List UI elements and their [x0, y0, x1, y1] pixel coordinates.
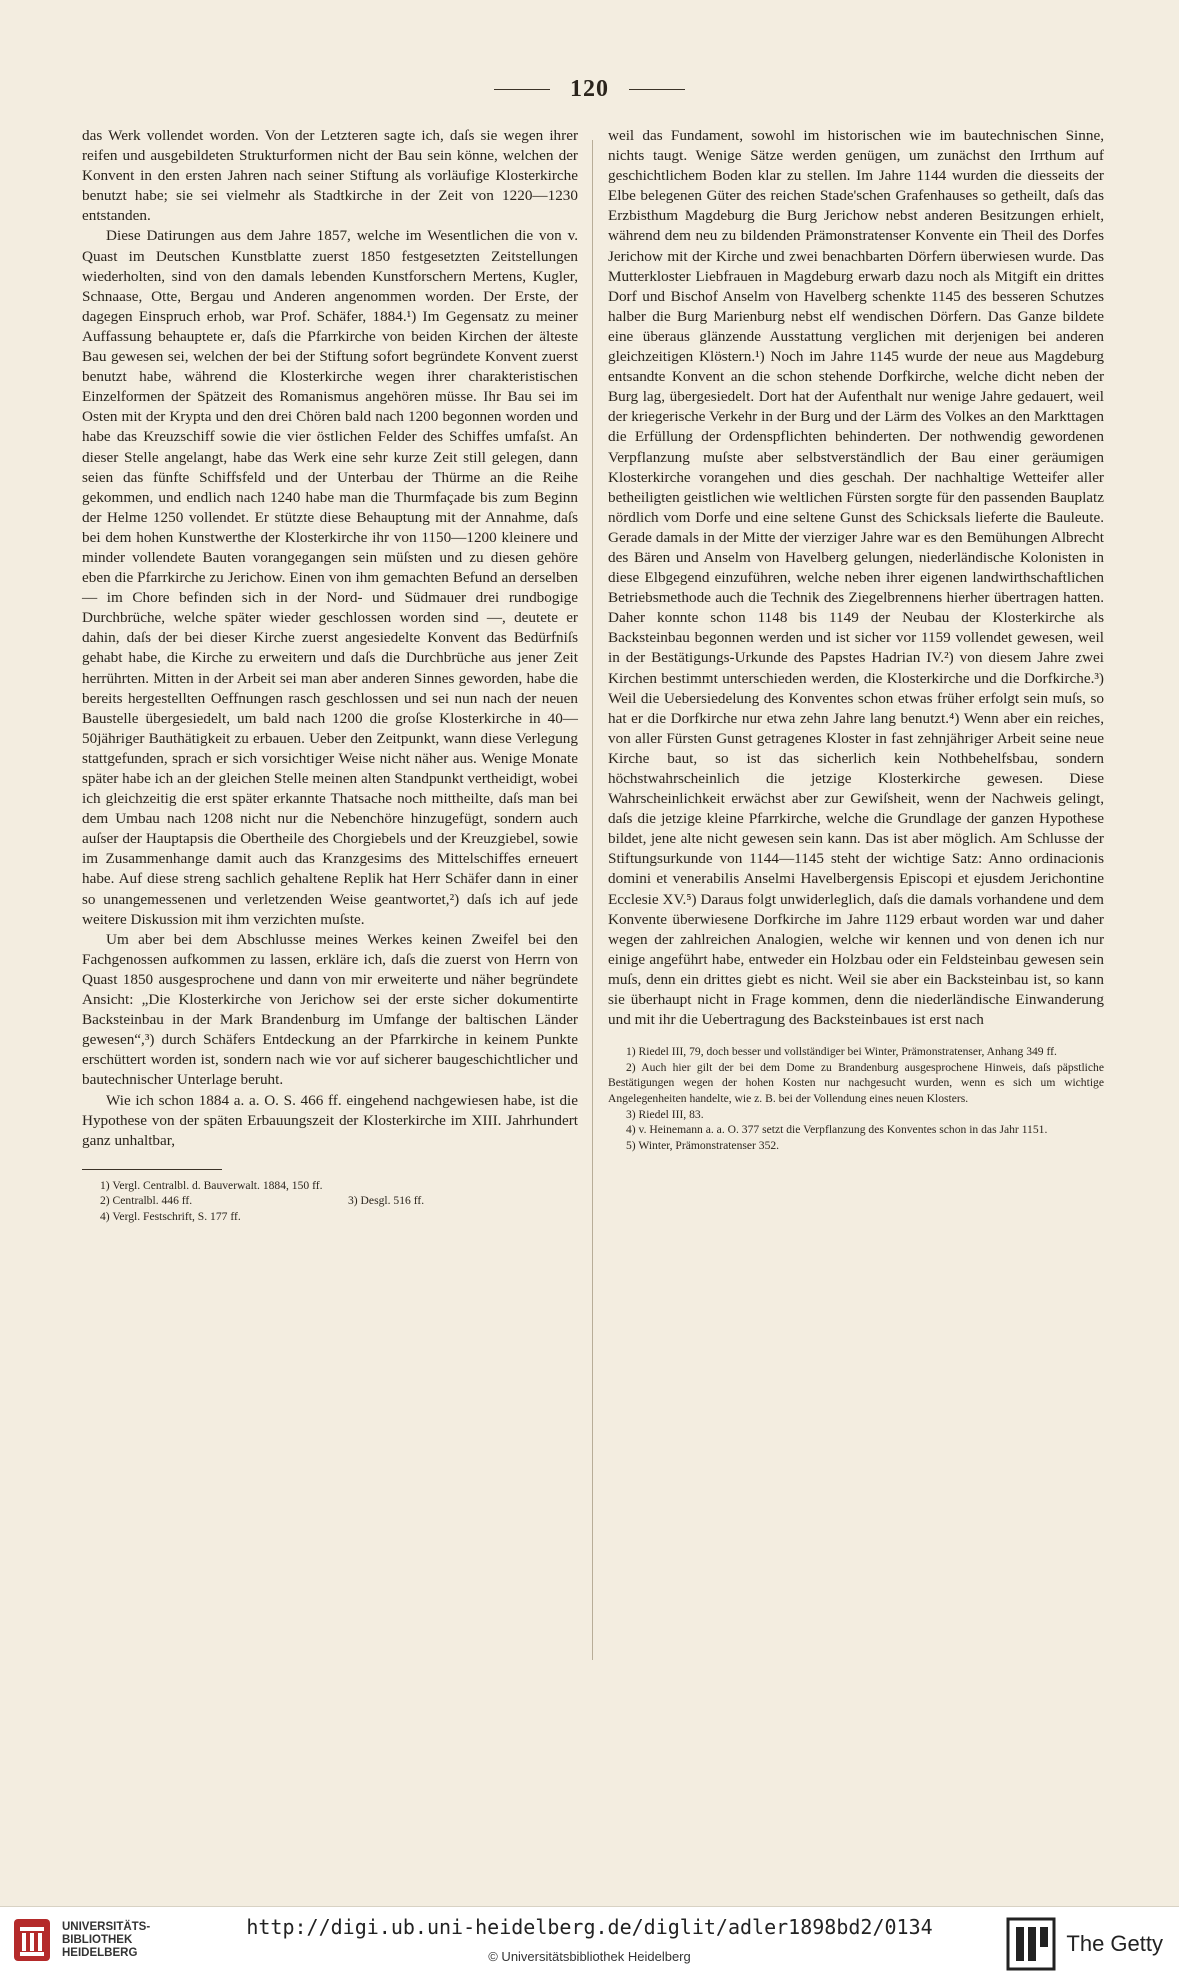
page-number: 120 [570, 75, 609, 102]
getty-logo[interactable] [1006, 1917, 1163, 1971]
right-column [608, 126, 1104, 1153]
right-footnote-1: 1) Riedel III, 79, doch besser und vollständiger bei Winter, Prämonstratenser, Anhang 349 ff. [626, 1045, 1057, 1059]
page-header [0, 74, 1179, 104]
left-footnote-3: 3) Desgl. 516 ff. [348, 1194, 425, 1208]
left-paragraph-1: das Werk vollendet worden. Von der Letzteren sagte ich, daſs sie wegen ihrer reifen und ausgebildeten Strukturformen nicht der Bau sein könne, welchen der Konvent in den ersten Jahren nach seiner Stiftung als vorläufige Klosterkirche benutzt habe; sie sei vielmehr als Stadtkirche in der Zeit von 1220—1230 entstanden. [82, 127, 578, 225]
header-dash-left [494, 89, 550, 90]
footer-bar [0, 1906, 1179, 1981]
library-name-line-2: BIBLIOTHEK [62, 1933, 133, 1946]
left-footnote-1: 1) Vergl. Centralbl. d. Bauverwalt. 1884, 150 ff. [100, 1178, 323, 1192]
right-footnote-3: 3) Riedel III, 83. [626, 1107, 704, 1121]
library-name-line-3: HEIDELBERG [62, 1946, 138, 1959]
header-dash-right [629, 89, 685, 90]
left-footnote-rule [82, 1169, 222, 1170]
getty-mark-icon [1006, 1917, 1056, 1971]
getty-name: The Getty [1066, 1931, 1163, 1956]
column-divider [592, 140, 593, 1660]
left-footnote-4: 4) Vergl. Festschrift, S. 177 ff. [100, 1209, 241, 1223]
right-paragraph-2-text: Anno ordinacionis domini et venerabilis Anselmi Havelbergensis Episcopi et ejusdem Jerichontine Ecclesie XV.⁵) Daraus folgt unwiderleglich, daſs die damals vorhandene und dem Konvente überwiesene Dorfkirche im Jahre 1129 erbaut worden war und daher wegen der zahlreichen Analogien, welche wir kennen und von denen ich nur einige angeführt habe, entweder ein Holzbau oder ein Feldsteinbau gewesen sein muſs, denn ein drittes giebt es nicht. Weil sie aber ein Backsteinbau ist, so kann sie überhaupt nicht in Frage kommen, denn die niederländische Einwanderung und mit ihr die Uebertragung des Backsteinbaues ist erst nach [608, 850, 1105, 1029]
left-paragraph-3: Um aber bei dem Abschlusse meines Werkes keinen Zweifel bei den Fachgenossen aufkommen zu lassen, erkläre ich, daſs die zuerst von Herrn von Quast 1850 ausgesprochene und dann von mir erweiterte und näher begründete Ansicht: „Die Klosterkirche von Jerichow sei der erste sicher dokumentirte Backsteinbau in der Mark Brandenburg im Umfange der baltischen Länder gewesen“,³) durch Schäfers Entdeckung an der Pfarrkirche in keinem Punkte erschüttert worden ist, sondern nach wie vor auf sicherer baugeschichtlicher und bautechnischer Unterlage beruht. [82, 930, 578, 1089]
right-footnote-4: 4) v. Heinemann a. a. O. 377 setzt die Verpflanzung des Konventes schon in das Jahr 1151. [626, 1123, 1048, 1137]
copyright-notice: © Universitätsbibliothek Heidelberg [488, 1949, 691, 1964]
right-footnotes [608, 1044, 1104, 1153]
permalink-url[interactable]: http://digi.ub.uni-heidelberg.de/diglit/adler1898bd2/0134 [246, 1915, 933, 1939]
right-footnote-5: 5) Winter, Prämonstratenser 352. [626, 1138, 780, 1152]
left-footnote-2: 2) Centralbl. 446 ff. [100, 1194, 193, 1208]
left-paragraph-4: Wie ich schon 1884 a. a. O. S. 466 ff. eingehend nachgewiesen habe, ist die Hypothese von der späten Erbauungszeit der Klosterkirche im XIII. Jahrhundert ganz unhaltbar, [82, 1091, 578, 1149]
library-name-line-1: UNIVERSITÄTS- [62, 1920, 151, 1933]
right-paragraph-1-text: weil das Fundament, sowohl im historischen wie im bautechnischen Sinne, nichts taugt. Wenige Sätze werden genügen, um zunächst den Irrthum auf geschichtlichem Boden klar zu stellen. Im Jahre 1144 wurden die diesseits der Elbe belegenen Güter des reichen Stade'schen Grafenhauses so getheilt, daſs das Erzbisthum Magdeburg die Burg Jerichow nebst anderen Besitzungen erhielt, während dem neu zu bildenden Prämonstratenser Konvente ein Theil des Dorfes Jerichow mit der Kirche und zwei benachbarten Dörfern überwiesen wurde. Das Mutterkloster Liebfrauen in Magdeburg erwarb dazu noch als Mitgift ein drittes Dorf und Bischof Anselm von Havelberg schenkte 1145 des besseren Schutzes halber die Burg Marienburg nebst elf wendischen Dörfern. Das Ganze bildete eine überaus glänzende Ausstattung verglichen mit derjenigen bei anderen gleichzeitigen Klöstern.¹) Noch im Jahre 1145 wurde der neue aus Magdeburg entsandte Konvent an die schon stehende Dorfkirche, welche dicht neben der Burg lag, übergesiedelt. Dort hat der Aufenthalt nur wenige Jahre gedauert, weil der kriegerische Verkehr in der Burg und der Lärm des Volkes an den Markttagen die Erfüllung der Ordenspflichten behinderten. Der nothwendig gewordenen Verpflanzung muſste aber selbstverständlich der Bau einer geräumigen Klosterkirche vorangehen und dies geschah. Der nachhaltige Wetteifer aller betheiligten geistlichen wie weltlichen Fürsten sorgte für den passenden Bauplatz nördlich vom Dorfe und eine seltene Gunst des Schicksals lieferte die Bauleute. Gerade damals in der Mitte der vierziger Jahre war es den Bemühungen Albrecht des Bären und Anselm von Havelberg gelungen, niederländische Kolonisten in diese Elbgegend einzuführen, welche neben ihrer eigenen landwirthschaftlichen Betriebsmethode auch die Technik des Ziegelbrennens hierher übertragen hatten. Daher konnte schon 1148 bis 1149 der Neubau der Klosterkirche als Backsteinbau begonnen werden und ist sicher vor 1159 vollendet gewesen, weil in der Bestätigungs-Urkunde des Papstes Hadrian IV.²) von diesem Jahre zwei Kirchen bestimmt unterschieden werden, die Klosterkirche und die Dorfkirche.³) Weil die Uebersiedelung des Konventes schon etwas früher erfolgt sein muſs, so hat er die Dorfkirche nur etwa zehn Jahre lang benutzt.⁴) Wenn aber ein reiches, von aller Fürsten Gunst getragenes Kloster in fast zehnjähriger Arbeit seine neue Kirche baut, so ist das sicherlich kein Nothbehelfsbau, sondern höchstwahrscheinlich die jetzige Klosterkirche gewesen. Diese Wahrscheinlichkeit erwächst aber zur Gewiſsheit, wenn der Nachweis gelingt, daſs die jetzige kleine Pfarrkirche, welche die Grundlage der ganzen Hypothese bildet, jene alte nicht gewesen sein kann. Das ist aber möglich. Am Schlusse der Stiftungsurkunde von 1144—1145 steht der wichtige Satz: [608, 127, 1104, 868]
left-footnotes [82, 1178, 578, 1225]
left-footnote-row [82, 1193, 578, 1209]
left-column [82, 126, 578, 1225]
right-footnote-2: 2) Auch hier gilt der bei dem Dome zu Brandenburg ausgesprochene Hinweis, daſs päpstliche Bestätigungen wegen der hohen Kosten nur nachgesucht wurden, wenn es sich um wichtige Angelegenheiten handelte, wie z. B. bei der Vollendung eines neuen Klosters. [608, 1060, 1104, 1105]
left-paragraph-2: Diese Datirungen aus dem Jahre 1857, welche im Wesentlichen die von v. Quast im Deutschen Kunstblatte zuerst 1850 festgesetzten Zeitstellungen wiederholten, sind von den damals lebenden Kunstforschern Mertens, Kugler, Schnaase, Otte, Bergau und Anderen angenommen worden. Der Erste, der dagegen Einspruch erhob, war Prof. Schäfer, 1884.¹) Im Gegensatz zu meiner Auffassung behauptete er, daſs die Pfarrkirche von beiden Kirchen der älteste Bau gewesen sei, welchen der bei der Stiftung sofort begründete Konvent zuerst benutzt habe, während die Klosterkirche wegen ihrer charakteristischen Einzelformen der Spätzeit des Romanismus angehören müsse. Ihr Bau sei im Osten mit der Krypta und den drei Chören bald nach 1200 begonnen worden und habe das Kreuzschiff sowie die vier östlichen Felder des Schiffes umfaſst. An dieser Stelle angelangt, habe das Werk eine sehr kurze Zeit still gelegen, dann seien das fünfte Schiffsfeld und der Unterbau der Thürme an die Reihe gekommen, und endlich nach 1240 habe man die Thurmfaçade bis zum Beginn der Helme 1250 vollendet. Er stützte diese Behauptung mit der Annahme, daſs bei dem hohen Kunstwerthe der Klosterkirche ihr von 1150—1200 kleinere und minder vollendete Bauten vorangegangen sein müſsten und zu diesen gehöre eben die Pfarrkirche zu Jerichow. Einen von ihm gemachten Befund an derselben — im Chore befinden sich in der Nord- und Südmauer drei rundbogige Durchbrüche, welche später wieder geschlossen worden sind —, deutete er dahin, daſs der bei dieser Kirche zuerst angesiedelte Konvent das Bedürfniſs gehabt habe, die Kirche zu erweitern und daſs die Durchbrüche aus jener Zeit herrührten. Mitten in der Arbeit sei man aber anderen Sinnes geworden, habe die bereits hergestellten Oeffnungen rasch geschlossen und sei nun nach der neuen Baustelle übergesiedelt, um bald nach 1200 die groſse Klosterkirche in 40—50jähriger Bauthätigkeit zu erbauen. Ueber den Zeitpunkt, wann diese Verlegung stattgefunden, sprach er sich vorsichtiger Weise nicht näher aus. Wenige Monate später habe ich an der gleichen Stelle meinen alten Standpunkt vertheidigt, wobei ich gleichzeitig die erst später erkannte Thatsache noch mittheilte, daſs man bei dem Umbau nach 1208 nicht nur die Nebenchöre hinzugefügt, sondern auch auſser der Hauptapsis die Obertheile des Chorgiebels und der Kreuzgiebel, sowie im Zusammenhange damit auch das Kranzgesims des Mittelschiffes erneuert habe. Auf diese streng sachlich gehaltene Replik hat Herr Schäfer dann in einer so unangemessenen und verletzenden Weise geantwortet,²) daſs ich auf jede weitere Diskussion mit ihm verzichten muſste. [82, 227, 578, 928]
right-paragraph-1 [608, 126, 1104, 1030]
